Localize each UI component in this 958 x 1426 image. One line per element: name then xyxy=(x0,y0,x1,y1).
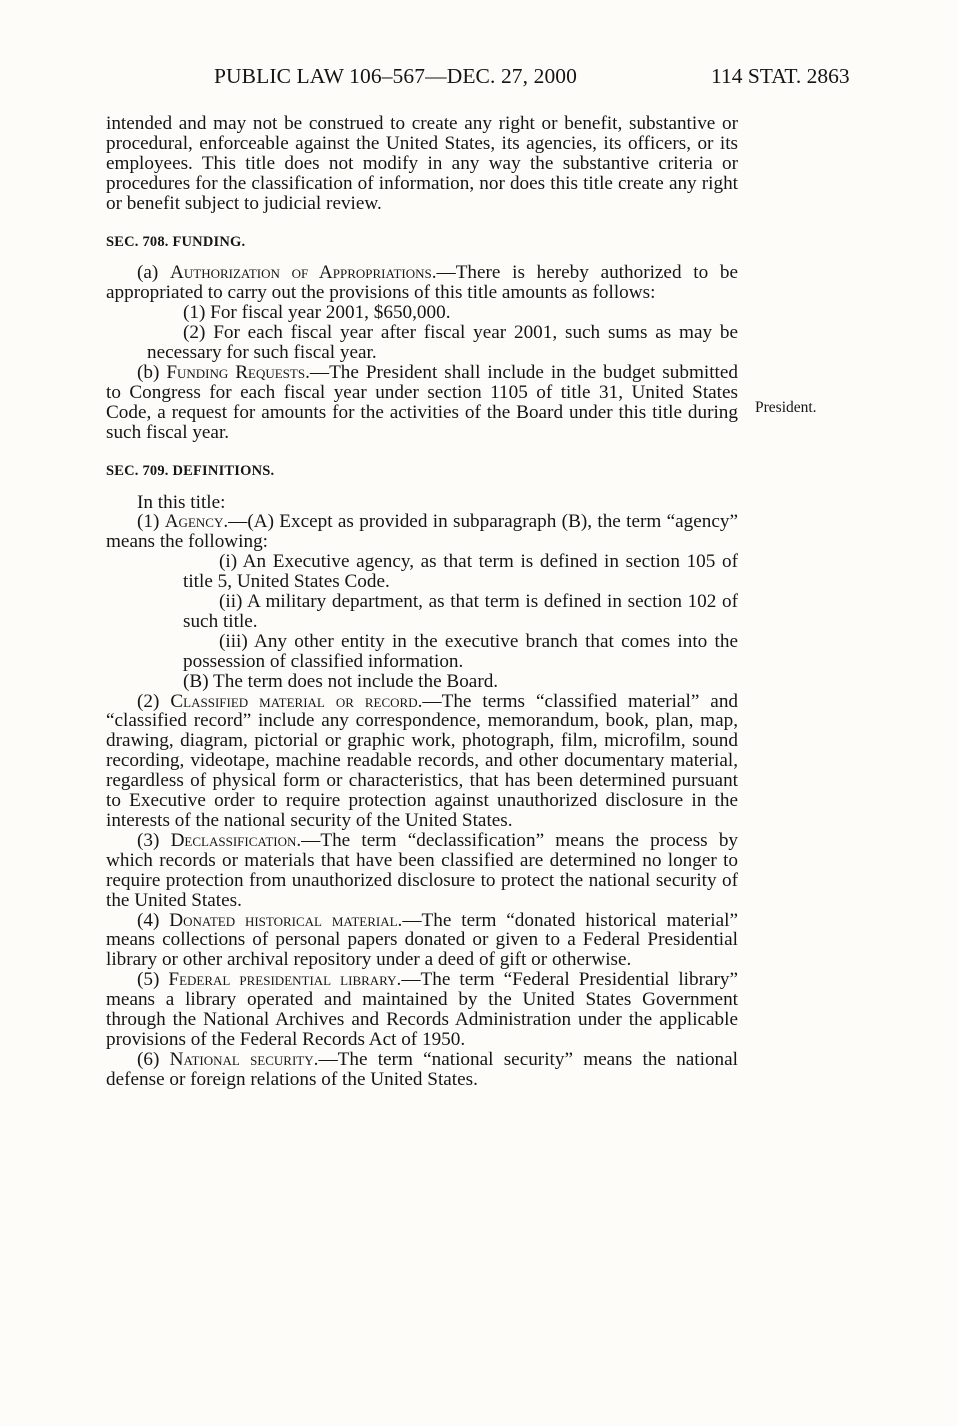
definition-1-i: (i) An Executive agency, as that term is defined in section 105 of title 5, United States Code. xyxy=(183,551,738,593)
running-title: PUBLIC LAW 106–567—DEC. 27, 2000 xyxy=(214,64,577,88)
section-708-heading: SEC. 708. FUNDING. xyxy=(106,233,246,250)
section-709-intro: In this title: xyxy=(137,491,226,513)
definition-3: (3) Declassification.—The term “declassification” means the process by which records or materials that have been classified are determined no longer to require protection from unauthorized disclosure to protect the national security of the United States. xyxy=(106,829,739,911)
definition-2: (2) Classified material or record.—The terms “classified material” and “classified record” include any correspondence, memorandum, book, plan, map, drawing, diagram, pictorial or graphic work, photograph, film, microfilm, sound recording, videotape, machine readable records, and other documentary material, regardless of physical form or characteristics, that has been determined pursuant to Executive order to require protection against unauthorized disclosure in the interests of the national security of the United States. xyxy=(106,690,739,831)
statute-page-number: 114 STAT. 2863 xyxy=(711,64,850,88)
definition-5: (5) Federal presidential library.—The term “Federal Presidential library” means a library operated and maintained by the United States Government through the National Archives and Records Administration under the applicable provisions of the Federal Records Act of 1950. xyxy=(106,969,738,1050)
section-708-a-2: (2) For each fiscal year after fiscal year 2001, such sums as may be necessary for such fiscal year. xyxy=(147,322,738,364)
intro-paragraph: intended and may not be construed to create any right or benefit, substantive or procedural, enforceable against the United States, its agencies, its officers, or its employees. This title does not modify in any way the substantive criteria or procedures for the classification of information, nor does this title create any right or benefit subject to judicial review. xyxy=(106,113,738,214)
definition-1-B: (B) The term does not include the Board. xyxy=(183,670,499,692)
definition-1-iii: (iii) Any other entity in the executive branch that comes into the possession of classified information. xyxy=(183,630,738,672)
section-708-a-1: (1) For fiscal year 2001, $650,000. xyxy=(183,302,451,324)
definition-4: (4) Donated historical material.—The term “donated historical material” means collections of personal papers donated or given to a Federal Presidential library or other archival repository under a deed of gift or otherwise. xyxy=(106,909,738,971)
definition-1: (1) Agency.—(A) Except as provided in subparagraph (B), the term “agency” means the following: xyxy=(106,511,738,553)
definition-1-ii: (ii) A military department, as that term is defined in section 102 of such title. xyxy=(183,591,738,632)
definition-6: (6) National security.—The term “national security” means the national defense or foreign relations of the United States. xyxy=(106,1048,738,1090)
section-709-heading: SEC. 709. DEFINITIONS. xyxy=(106,462,275,479)
section-708-b: (b) Funding Requests.—The President shall include in the budget submitted to Congress for each fiscal year under section 1105 of title 31, United States Code, a request for amounts for the activities of the Board under this title during such fiscal year. xyxy=(106,361,738,443)
margin-note: President. xyxy=(755,399,817,416)
document-body xyxy=(106,114,738,1090)
section-708-a: (a) Authorization of Appropriations.—There is hereby authorized to be appropriated to carry out the provisions of this title amounts as follows: xyxy=(106,262,738,304)
page-header xyxy=(0,64,958,90)
